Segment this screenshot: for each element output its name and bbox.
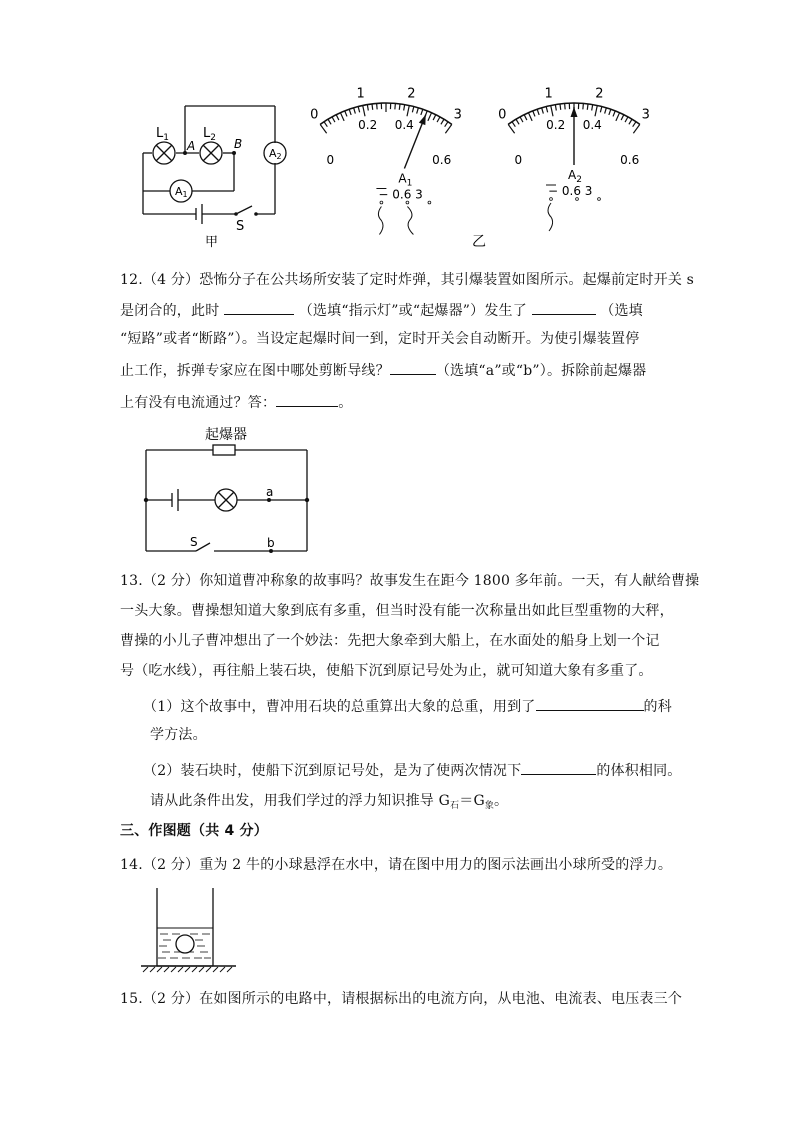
dial-tick <box>367 105 368 111</box>
q12-line-1: 12.（4 分）恐怖分子在公共场所安装了定时炸弹，其引爆装置如图所示。起爆前定时开关 s <box>120 272 695 288</box>
q12-line-2: 是闭合的，此时 （选填“指示灯”或“起爆器”）发生了 （选填 <box>120 303 643 319</box>
dial-tick <box>372 104 373 110</box>
label-wire-a: a <box>266 485 274 499</box>
dial-outer-label: 3 <box>641 107 650 123</box>
dial-meter-name: $A_1$ <box>398 171 413 189</box>
dial-tick <box>445 124 451 133</box>
q13-line-3: 曹操的小儿子曹冲想出了一个妙法：先把大象牵到大船上，在水面处的船身上划一个记 <box>120 633 660 649</box>
circuit-figure-jia-yi <box>0 0 794 250</box>
dial-needle-head <box>419 115 426 126</box>
floating-ball <box>176 935 194 953</box>
dial-tick <box>358 107 359 113</box>
dial-tick <box>332 117 335 122</box>
dial-tick <box>613 111 615 117</box>
label-l2: $L_2$ <box>203 126 216 143</box>
dial-tick <box>621 115 624 120</box>
dial-tick <box>560 104 561 110</box>
dial-tick <box>595 105 597 116</box>
dial-tick <box>320 124 326 133</box>
label-switch-s: S <box>236 219 245 234</box>
dial-inner-label: 0 <box>326 152 335 167</box>
beaker <box>157 888 213 966</box>
q13-part-2: （2）装石块时，使船下沉到原记号处，是为了使两次情况下 的体积相同。 <box>143 763 682 779</box>
dial-inner-label: 0.6 <box>432 152 452 167</box>
terminal-post <box>428 201 431 204</box>
dial-tick <box>399 104 400 110</box>
dial-outer-label: 1 <box>544 86 553 102</box>
dial-outer-label: 0 <box>498 107 507 123</box>
dial-tick <box>625 117 628 122</box>
dial-tick <box>349 109 351 115</box>
dial-terminals: − 0.6 3 <box>548 184 593 198</box>
q13-blank-2[interactable] <box>521 761 596 775</box>
q13-part-3: 请从此条件出发，用我们学过的浮力知识推导 $G_石=G_象$。 <box>150 793 509 811</box>
ground-hatching <box>141 966 236 972</box>
dial-tick <box>633 122 636 127</box>
terminal-post <box>406 201 409 204</box>
dial-tick <box>587 104 588 110</box>
dial-inner-label: 0.4 <box>394 117 414 132</box>
dial-tick <box>328 119 331 124</box>
dial-tick <box>583 103 584 109</box>
dial-inner-label: 0.2 <box>546 117 566 132</box>
section-heading-drawing: 三、作图题（共 4 分） <box>120 823 268 839</box>
detonator-symbol <box>213 445 235 455</box>
lead-wire <box>548 203 553 231</box>
dial-tick <box>404 105 405 111</box>
dial-inner-label: 0.4 <box>582 117 602 132</box>
dial-tick <box>407 105 409 116</box>
dial-tick <box>433 115 436 120</box>
label-timer-switch-s: S <box>190 535 198 549</box>
terminal-post <box>550 198 553 201</box>
label-detonator: 起爆器 <box>205 427 247 443</box>
terminal-post <box>576 198 579 201</box>
q13-line-1: 13.（2 分）你知道曹冲称象的故事吗？故事发生在距今 1800 多年前。一天，有人献给曹操 <box>120 573 700 589</box>
dial-tick <box>445 122 448 127</box>
q13-blank-1[interactable] <box>536 697 644 711</box>
label-l1: $L_1$ <box>156 126 169 143</box>
q12-blank-1[interactable] <box>224 301 294 315</box>
ammeter-dial-a2 <box>498 87 650 231</box>
dial-tick <box>437 117 440 122</box>
dial-tick <box>592 105 593 111</box>
dial-tick <box>528 113 532 121</box>
q12-blank-4[interactable] <box>276 393 338 407</box>
beaker-ball-figure <box>0 880 794 980</box>
dial-inner-label: 0.6 <box>620 152 640 167</box>
detonator-circuit-figure <box>0 420 794 560</box>
q12-line-5: 上有没有电流通过？答： 。 <box>120 395 353 411</box>
caption-jia: 甲 <box>205 235 219 250</box>
ammeter-dial-a1 <box>310 87 462 235</box>
dial-inner-label: 0.2 <box>358 117 378 132</box>
dial-tick <box>555 105 556 111</box>
dial-tick <box>605 108 607 114</box>
q13-line-2: 一头大象。曹操想知道大象到底有多重，但当时没有能一次称量出如此巨型重物的大秤， <box>120 603 674 619</box>
dial-tick <box>324 122 327 127</box>
q12-line-4: 止工作，拆弹专家应在图中哪处剪断导线？ （选填“a”或“b”）。拆除前起爆器 <box>120 363 647 379</box>
dial-tick <box>600 107 601 113</box>
dial-tick <box>542 108 544 114</box>
label-point-b: B <box>234 137 243 151</box>
dial-inner-label: 0 <box>514 152 523 167</box>
dial-outer-label: 3 <box>453 107 462 123</box>
dial-needle-head <box>571 107 578 117</box>
dial-tick <box>533 111 535 117</box>
dial-tick <box>417 108 419 114</box>
dial-tick <box>363 105 365 116</box>
dial-tick <box>428 113 432 121</box>
dial-tick <box>354 108 356 114</box>
q13-part-1-cont: 学方法。 <box>150 727 207 743</box>
q12-line-3: “短路”或者“断路”）。当设定起爆时间一到，定时开关会自动断开。为使引爆装置停 <box>120 331 640 347</box>
lead-wire <box>378 207 383 235</box>
dial-tick <box>377 103 378 109</box>
dial-tick <box>441 119 444 124</box>
dial-tick <box>508 124 514 133</box>
label-a1: A1 <box>175 185 188 199</box>
label-a2: A2 <box>269 147 282 161</box>
q12-blank-3[interactable] <box>390 361 436 375</box>
q13-line-4: 号（吃水线），再往船上装石块，使船下沉到原记号处为止，就可知道大象有多重了。 <box>120 663 653 679</box>
dial-tick <box>520 117 523 122</box>
label-point-a: A <box>187 139 196 153</box>
dial-outer-label: 1 <box>356 86 365 102</box>
caption-yi: 乙 <box>472 234 486 250</box>
terminal-post <box>598 198 601 201</box>
dial-tick <box>537 109 539 115</box>
terminal-post <box>380 201 383 204</box>
dial-tick <box>512 122 515 127</box>
q14-text: 14.（2 分）重为 2 牛的小球悬浮在水中，请在图中用力的图示法画出小球所受的浮力。 <box>120 857 673 873</box>
circuit-jia <box>143 106 286 224</box>
dial-outer-label: 0 <box>310 107 319 123</box>
dial-tick <box>516 119 519 124</box>
dial-tick <box>421 109 423 115</box>
dial-tick <box>395 103 396 109</box>
dial-outer-label: 2 <box>595 86 604 102</box>
dial-tick <box>551 105 553 116</box>
q15-text: 15.（2 分）在如图所示的电路中，请根据标出的电流方向，从电池、电流表、电压表三个 <box>120 991 683 1007</box>
dial-tick <box>336 115 339 120</box>
q12-blank-2[interactable] <box>532 301 596 315</box>
dial-meter-name: $A_2$ <box>568 168 582 185</box>
dial-tick <box>524 115 527 120</box>
dial-tick <box>412 107 413 113</box>
dial-tick <box>546 107 547 113</box>
dial-tick <box>629 119 632 124</box>
lead-wire <box>407 207 413 235</box>
dial-tick <box>345 111 347 117</box>
q13-part-1: （1）这个故事中，曹冲用石块的总重算出大象的总重，用到了 的科 <box>143 699 672 715</box>
dial-tick <box>565 103 566 109</box>
dial-outer-label: 2 <box>407 86 416 102</box>
dial-terminals: − 0.6 3 <box>378 187 423 202</box>
dial-tick <box>616 113 620 121</box>
dial-tick <box>633 124 639 133</box>
dial-tick <box>609 109 611 115</box>
label-wire-b: b <box>267 536 275 550</box>
dial-tick <box>340 113 344 121</box>
